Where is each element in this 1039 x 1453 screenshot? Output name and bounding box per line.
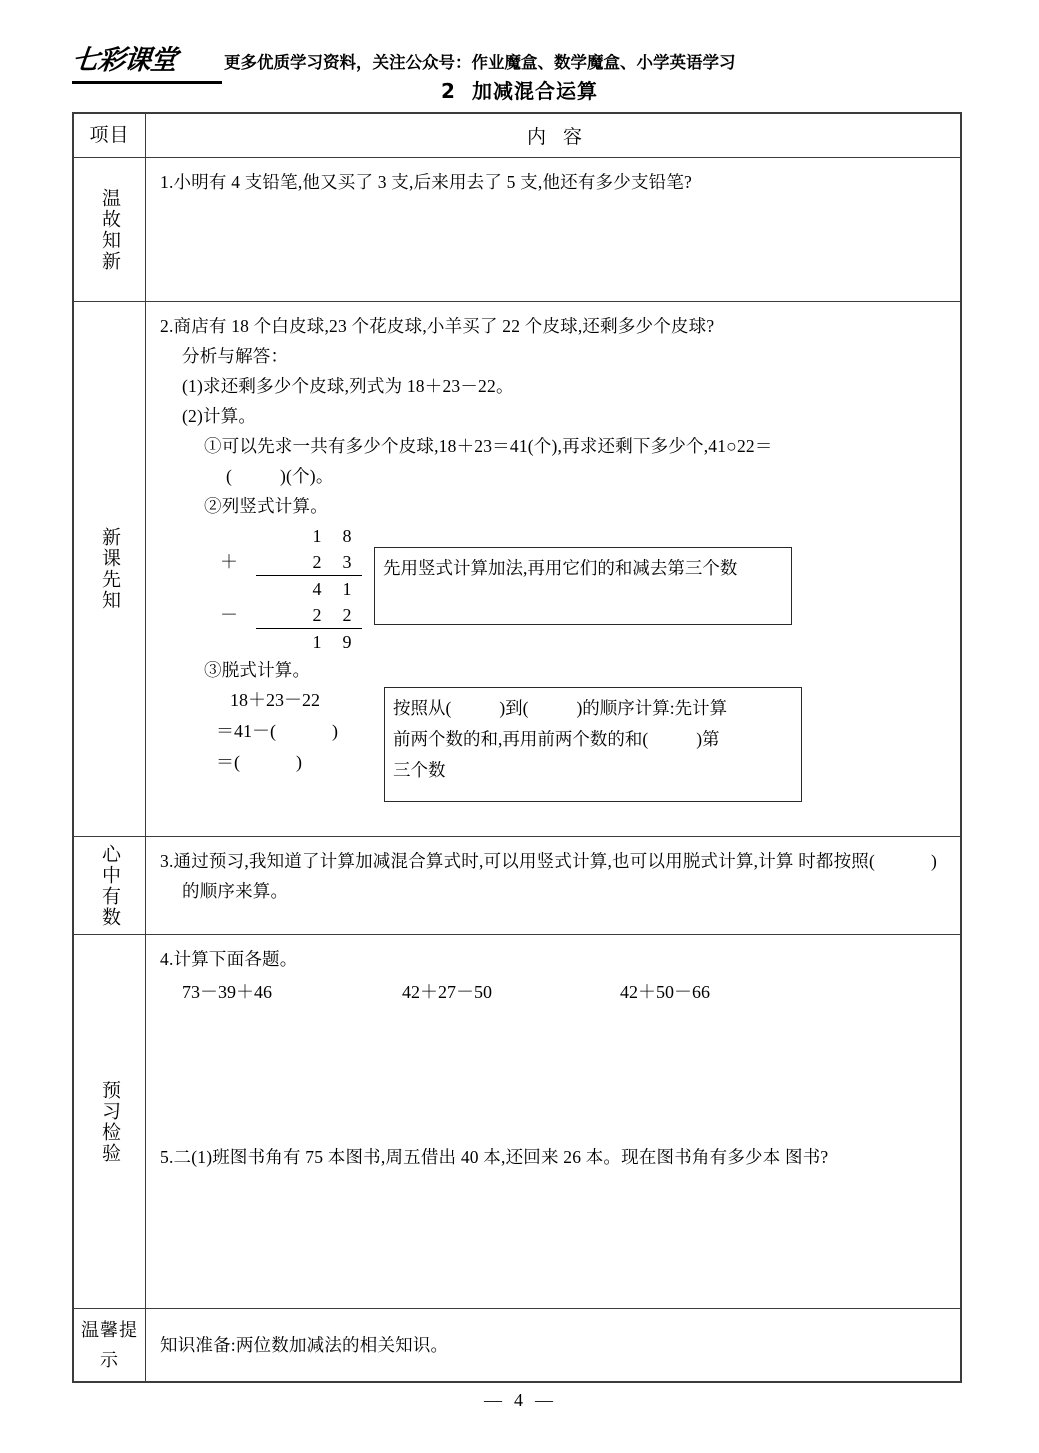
head-char-nei: 内 (526, 127, 547, 148)
vertical-row-2 (212, 549, 362, 575)
equation-item: 73－39＋46 (182, 982, 272, 1002)
table-row (74, 837, 960, 935)
callout-box-order-rule-line2 (393, 724, 794, 755)
row-content-wengu-zhixin (146, 158, 960, 301)
row-label-xinke-xianzhi (74, 302, 146, 836)
table-row (74, 935, 960, 1309)
answer-blank-open[interactable]: ( (226, 466, 233, 486)
callout-box-order-rule (384, 687, 802, 802)
row-content-wenxin-tishi (146, 1309, 960, 1381)
vertical-operator-minus: － (220, 605, 238, 625)
page-header (0, 0, 1039, 105)
vertical-digit: 4 (312, 579, 322, 599)
question-3-line2-post: )的顺序来算。 (182, 851, 938, 901)
page-footer (0, 1390, 1039, 1411)
callout-box-vertical-method-text: 先用竖式计算加法,再用它们的和减去第三个数 (383, 558, 738, 578)
vertical-digit: 2 (312, 605, 322, 625)
analysis-step-2: (2)计算。 (182, 406, 257, 426)
vertical-row-5 (212, 629, 362, 655)
question-5 (160, 1142, 950, 1172)
vertical-digit: 8 (342, 526, 352, 546)
vertical-digit: 3 (342, 552, 352, 572)
vertical-calc-area (160, 523, 950, 655)
analysis-heading: 分析与解答： (182, 346, 289, 366)
table-header-col2-label (160, 122, 950, 149)
question-2 (160, 311, 950, 341)
analysis-substep-3: ③脱式计算。 (204, 660, 311, 680)
vertical-row-4 (212, 602, 362, 628)
worksheet-table (72, 112, 962, 1383)
vertical-digit: 2 (342, 605, 352, 625)
tuoshi-line-3-post: ) (296, 752, 302, 772)
question-3 (160, 846, 950, 906)
footer-dash-left: — (484, 1390, 504, 1410)
page-title (0, 78, 1039, 104)
question-2-text: 2.商店有 18 个白皮球,23 个花皮球,小羊买了 22 个皮球,还剩多少个皮球? (160, 316, 715, 336)
brand-logo-text: 七彩课堂 (70, 45, 178, 76)
table-header-col-项目 (74, 114, 146, 157)
callout-box-order-rule-line1 (393, 693, 794, 724)
analysis-substep-1-line2 (160, 461, 950, 491)
callout-box-order-rule-line3: 三个数 (393, 760, 446, 780)
tuoshi-line-2 (216, 716, 396, 747)
equation-item: 42＋50－66 (620, 982, 710, 1002)
vertical-arithmetic (212, 523, 362, 655)
tip-text: 知识准备:两位数加减法的相关知识。 (160, 1335, 449, 1355)
question-1 (160, 167, 950, 197)
table-row (74, 1309, 960, 1381)
vertical-operator-plus: ＋ (220, 552, 238, 572)
tuoshi-calc-area (160, 685, 950, 809)
row-label-wenxin-tishi (74, 1309, 146, 1381)
vertical-digit: 9 (342, 632, 352, 652)
question-1-text: 1.小明有 4 支铅笔,他又买了 3 支,后来用去了 5 支,他还有多少支铅笔? (160, 172, 693, 192)
row-content-yuxi-jianyan (146, 935, 960, 1308)
analysis-step-1: (1)求还剩多少个皮球,列式为 18＋23－22。 (182, 376, 514, 396)
analysis-substep-2: ②列竖式计算。 (204, 496, 328, 516)
equation-item: 42＋27－50 (402, 982, 492, 1002)
question-3-line1: 3.通过预习,我知道了计算加减混合算式时,可以用竖式计算,也可以用脱式计算,计算 (160, 851, 794, 871)
footer-dash-right: — (535, 1390, 555, 1410)
callout-box-vertical-method (374, 547, 792, 625)
table-header-col-内容 (146, 114, 960, 157)
vertical-digit: 1 (312, 632, 322, 652)
question-4-text: 4.计算下面各题。 (160, 949, 298, 969)
row-label-xinzhong-youshu (74, 837, 146, 934)
callout2-seg5: )第 (696, 729, 720, 749)
row-label-wengu-zhixin (74, 158, 146, 301)
row-label-text: 温故知新 (99, 187, 120, 272)
vertical-row-1 (212, 523, 362, 549)
page-title-text: 加减混合运算 (471, 79, 598, 103)
equation-list (160, 976, 950, 1008)
work-space-question-4[interactable] (160, 1008, 950, 1142)
work-space-question-5[interactable] (160, 1172, 950, 1290)
question-4 (160, 944, 950, 974)
question-3-line2-pre: 时都按照( (798, 851, 876, 871)
callout2-seg3: )的顺序计算:先计算 (576, 698, 728, 718)
tuoshi-line-3 (216, 747, 396, 778)
callout2-seg4: 前两个数的和,再用前两个数的和( (393, 729, 649, 749)
callout2-seg2: )到( (499, 698, 529, 718)
question-5-line1: 5.二(1)班图书角有 75 本图书,周五借出 40 本,还回来 26 本。现在图书角有多少本 (160, 1147, 781, 1167)
tuoshi-arithmetic (216, 685, 396, 778)
page-number: 4 (514, 1390, 525, 1410)
row-label-text: 预习检验 (99, 1079, 120, 1164)
row-label-yuxi-jianyan (74, 935, 146, 1308)
table-header-col1-label: 项目 (89, 125, 130, 146)
page-title-number: 2 (441, 79, 456, 103)
vertical-row-3 (212, 576, 362, 602)
row-label-text: 新课先知 (99, 527, 120, 611)
promo-banner: 更多优质学习资料，关注公众号：作业魔盒、数学魔盒、小学英语学习 (224, 53, 736, 72)
table-row (74, 158, 960, 302)
tuoshi-line-3-pre: ＝( (216, 752, 240, 772)
callout2-seg1: 按照从( (393, 698, 452, 718)
answer-blank-close: )(个)。 (280, 466, 334, 486)
row-label-text: 心中有数 (99, 843, 120, 928)
tuoshi-line-2-pre: ＝41－( (216, 721, 276, 741)
vertical-digit: 1 (342, 579, 352, 599)
tuoshi-line-1: 18＋23－22 (230, 690, 320, 710)
question-5-line2: 图书? (785, 1147, 829, 1167)
vertical-digit: 1 (312, 526, 322, 546)
row-content-xinke-xianzhi (146, 302, 960, 836)
analysis-substep-1-line1: ①可以先求一共有多少个皮球,18＋23＝41(个),再求还剩下多少个,41○22＝ (204, 436, 773, 456)
row-label-text: 温馨提示 (81, 1320, 138, 1370)
head-char-rong: 容 (563, 127, 584, 148)
table-row (74, 302, 960, 837)
row-content-xinzhong-youshu (146, 837, 960, 934)
tuoshi-line-2-post: ) (332, 721, 338, 741)
table-header-row (74, 114, 960, 158)
vertical-digit: 2 (312, 552, 322, 572)
